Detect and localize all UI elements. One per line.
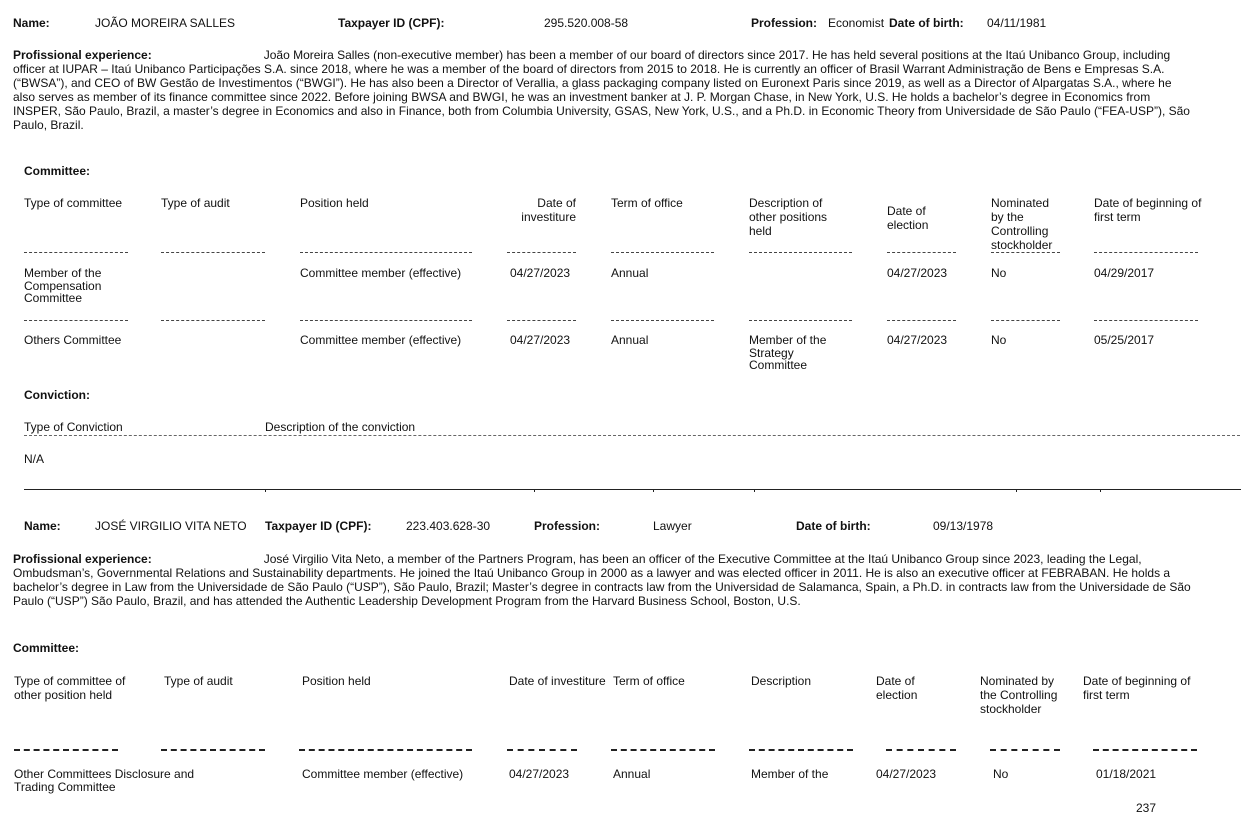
header-type-audit: Type of audit xyxy=(164,674,233,688)
cell-first-term: 05/25/2017 xyxy=(1094,333,1155,347)
header-description: Description xyxy=(751,674,812,688)
cell-description: Member of the xyxy=(751,767,829,781)
header-first-term: Date of beginning of first term xyxy=(1083,674,1191,702)
person2-dob: 09/13/1978 xyxy=(933,519,994,533)
person1-experience-text: João Moreira Salles (non-executive member) has been a member of our board of directors since 2017. He has held several positions at the Itaú Unibanco Group, including officer at IUPAR – Itaú Unibanco Participações S.A. since 2018, where he was a member of the board of directors from 2015 to 2018. He is currently an officer of Brasil Warrant Administração de Bens e Empresas S.A. (“BWSA”), and CEO of BW Gestão de Investimentos (“BWGI”). He has also been a Director of Verallia, a glass packaging company listed on Euronext Paris since 2019, as well as a Director of Alpargatas S.A., where he also serves as member of its finance committee since 2022. Before joining BWSA and BWGI, he was an investment banker at J. P. Morgan Chase, in New York, U.S. He holds a bachelor’s degree in Economics from INSPER, São Paulo, Brazil, a master’s degree in Economics and also in Finance, both from Columbia University, GSAS, New York, U.S., and a Ph.D. in Economic Theory from Universidade de São Paulo (“FEA-USP”), São Paulo, Brazil. xyxy=(13,48,1190,132)
person2-experience-block xyxy=(13,552,1193,608)
header-first-term: Date of beginning of first term xyxy=(1094,196,1202,224)
cell-nominated: No xyxy=(993,767,1009,781)
page-number: 237 xyxy=(1136,801,1157,815)
person1-committee-label: Committee: xyxy=(24,164,91,178)
person1-cpf-label: Taxpayer ID (CPF): xyxy=(338,16,445,30)
person1-dob-label: Date of birth: xyxy=(889,16,964,30)
person2-profession-label: Profession: xyxy=(534,519,601,533)
person1-cpf: 295.520.008-58 xyxy=(544,16,629,30)
person1-experience-label: Profissional experience: xyxy=(13,48,152,62)
header-description: Description of other positions held xyxy=(749,196,828,238)
cell-nominated: No xyxy=(991,266,1007,280)
cell-first-term: 01/18/2021 xyxy=(1096,767,1157,781)
header-term: Term of office xyxy=(611,196,683,210)
person2-experience-label: Profissional experience: xyxy=(13,552,152,566)
conviction-type-header: Type of Conviction xyxy=(24,420,123,434)
cell-term: Annual xyxy=(613,767,651,781)
cell-position: Committee member (effective) xyxy=(300,266,462,280)
header-election: Date of election xyxy=(876,674,918,702)
person2-profession: Lawyer xyxy=(653,519,692,533)
person1-profession: Economist xyxy=(828,16,885,30)
conviction-description-header: Description of the conviction xyxy=(265,420,416,434)
section-divider xyxy=(24,489,1241,490)
person2-committee-label: Committee: xyxy=(13,641,80,655)
cell-term: Annual xyxy=(611,266,649,280)
header-term: Term of office xyxy=(613,674,685,688)
header-investiture: Date of investiture xyxy=(509,674,606,688)
cell-type-committee: Others Committee xyxy=(24,333,122,347)
person2-name: JOSÉ VIRGILIO VITA NETO xyxy=(95,519,247,533)
cell-position: Committee member (effective) xyxy=(300,333,462,347)
cell-election: 04/27/2023 xyxy=(876,767,937,781)
person2-experience-text: José Virgilio Vita Neto, a member of the Partners Program, has been an officer of the Executive Committee at the Itaú Unibanco Group since 2023, leading the Legal, Ombudsman’s, Governmental Relations and Sustainability departments. He joined the Itaú Unibanco Group in 2000 as a lawyer and was elected officer in 2011. He is also an executive officer at FEBRABAN. He holds a bachelor’s degree in Law from the Universidade de São Paulo (“USP”), São Paulo, Brazil; Master’s degree in contracts law from the Universidad de Salamanca, Spain, a Ph.D. in contracts law from the Universidade de São Paulo (“USP”) São Paulo, Brazil, and has attended the Authentic Leadership Development Program from the Harvard Business School, Boston, U.S. xyxy=(13,552,1191,608)
person1-profession-label: Profession: xyxy=(751,16,818,30)
header-position: Position held xyxy=(302,674,371,688)
cell-type-committee: Other Committees Disclosure and Trading Committee xyxy=(14,767,195,794)
person1-dob: 04/11/1981 xyxy=(987,16,1047,30)
header-type-committee: Type of committee of other position held xyxy=(14,674,126,702)
person1-name: JOÃO MOREIRA SALLES xyxy=(95,16,236,30)
person1-experience-block xyxy=(13,48,1193,132)
header-position: Position held xyxy=(300,196,369,210)
cell-type-committee: Member of the Compensation Committee xyxy=(24,266,102,305)
person2-cpf: 223.403.628-30 xyxy=(406,519,491,533)
header-type-audit: Type of audit xyxy=(161,196,230,210)
person1-name-label: Name: xyxy=(13,16,50,30)
cell-investiture: 04/27/2023 xyxy=(509,767,570,781)
cell-election: 04/27/2023 xyxy=(887,266,948,280)
person2-name-label: Name: xyxy=(24,519,61,533)
person2-dob-label: Date of birth: xyxy=(796,519,871,533)
header-election: Date of election xyxy=(887,204,929,232)
cell-election: 04/27/2023 xyxy=(887,333,948,347)
header-type-committee: Type of committee xyxy=(24,196,123,210)
cell-position: Committee member (effective) xyxy=(302,767,464,781)
person1-conviction-label: Conviction: xyxy=(24,388,90,402)
person2-cpf-label: Taxpayer ID (CPF): xyxy=(265,519,372,533)
cell-first-term: 04/29/2017 xyxy=(1094,266,1155,280)
cell-term: Annual xyxy=(611,333,649,347)
cell-investiture: 04/27/2023 xyxy=(510,266,571,280)
header-nominated: Nominated by the Controlling stockholder xyxy=(991,196,1053,252)
header-investiture: Date of investiture xyxy=(521,196,576,224)
cell-investiture: 04/27/2023 xyxy=(510,333,571,347)
cell-nominated: No xyxy=(991,333,1007,347)
conviction-value: N/A xyxy=(24,452,45,466)
cell-description: Member of the Strategy Committee xyxy=(749,333,827,372)
header-nominated: Nominated by the Controlling stockholder xyxy=(980,674,1058,716)
